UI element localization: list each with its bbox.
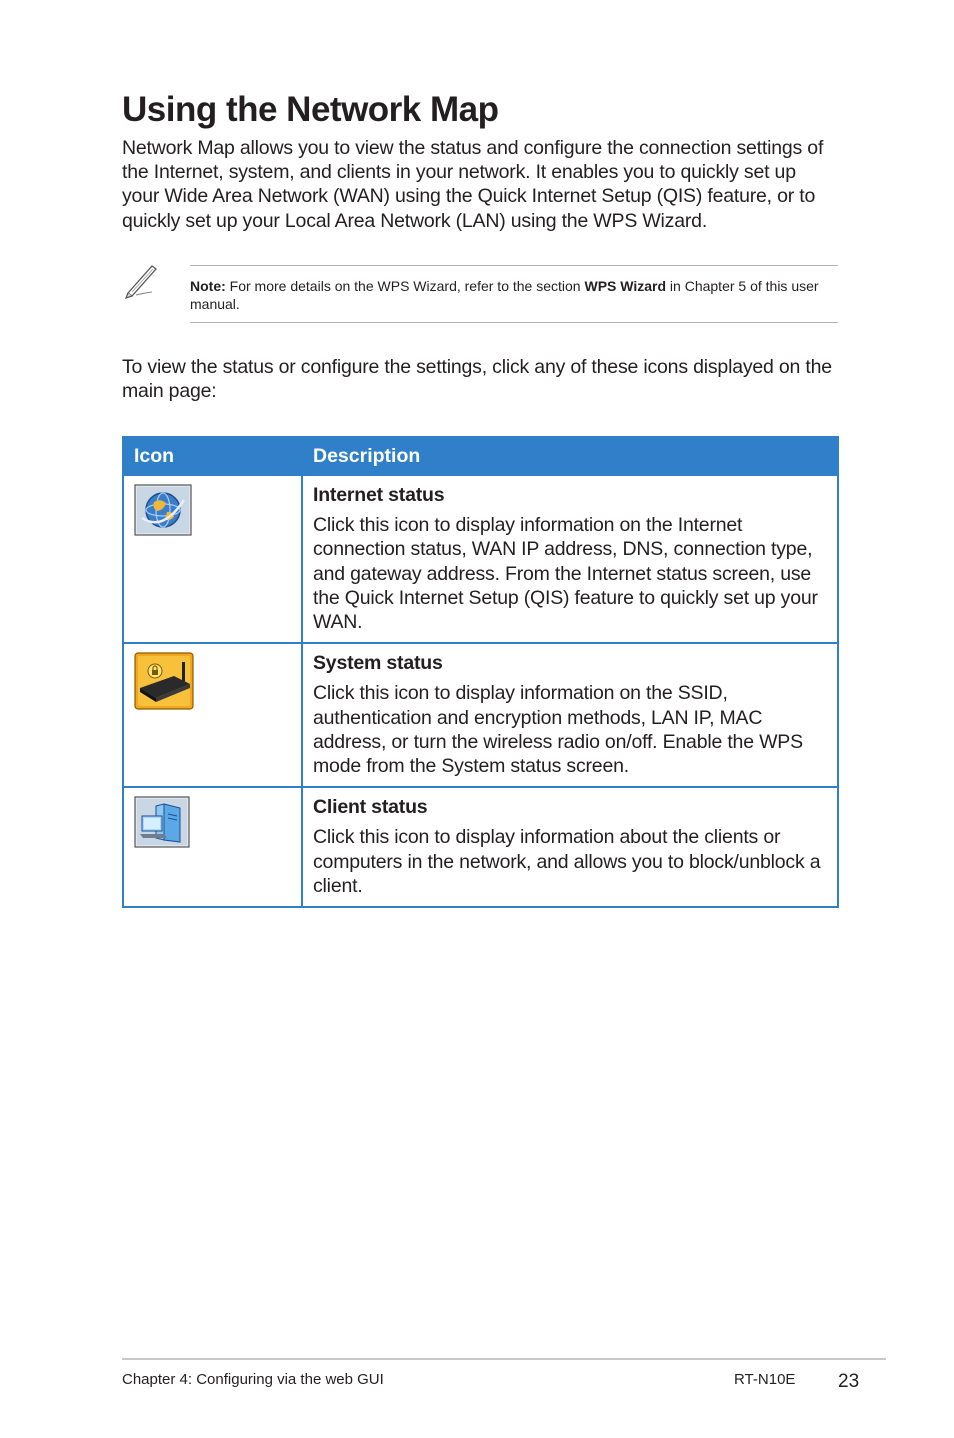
note-text-after: in Chapter 5 of this user manual. [190,278,819,312]
description-cell [302,643,838,787]
description-cell [302,787,838,907]
note-text [190,278,840,313]
globe-internet-icon[interactable] [134,484,190,538]
icon-cell [123,643,302,787]
footer-rule [122,1358,886,1360]
row-title: Internet status [313,484,445,506]
page-number: 23 [838,1371,860,1392]
note-label: Note: [190,278,226,294]
row-title: Client status [313,796,428,819]
table-row [123,787,838,907]
page-title: Using the Network Map [122,90,499,129]
footer-chapter: Chapter 4: Configuring via the web GUI [122,1371,384,1388]
icon-cell [123,475,302,643]
pen-note-icon [122,262,162,300]
instruction-paragraph: To view the status or configure the settings, click any of these icons displayed on the main page: [122,356,832,403]
intro-paragraph: Network Map allows you to view the status and configure the connection settings of the Internet, system, and clients in your network. It enables you to quickly set up your Wide Area Network (WAN) using the Quick Internet Setup (QIS) feature, or to quickly set up your Local Area Network (LAN) using the WPS Wizard. [122,137,824,232]
icon-table [122,436,839,908]
note-ref: WPS Wizard [584,278,667,294]
header-description: Description [302,437,838,475]
row-description: Click this icon to display information on the Internet connection status, WAN IP address, DNS, connection type, and gateway address. From the Internet status screen, use the Quick Internet Setup (QIS) feature to quickly set up your WAN. [313,514,818,634]
note-top-rule [190,265,838,266]
note-text-before: For more details on the WPS Wizard, refer to the section [225,278,585,294]
table-row [123,643,838,787]
row-title: System status [313,652,443,675]
description-cell [302,475,838,643]
router-lock-icon[interactable] [134,652,190,706]
icon-cell [123,787,302,907]
table-header-row [123,437,838,475]
row-description: Click this icon to display information about the clients or computers in the network, and allows you to block/unblock a client. [313,826,821,897]
header-icon: Icon [123,437,302,475]
note-bottom-rule [190,322,838,323]
table-row [123,475,838,643]
computer-clients-icon[interactable] [134,796,190,850]
footer-model: RT-N10E [734,1371,796,1388]
row-description: Click this icon to display information on the SSID, authentication and encryption methods, LAN IP, MAC address, or turn the wireless radio on/off. Enable the WPS mode from the System status screen. [313,682,803,778]
